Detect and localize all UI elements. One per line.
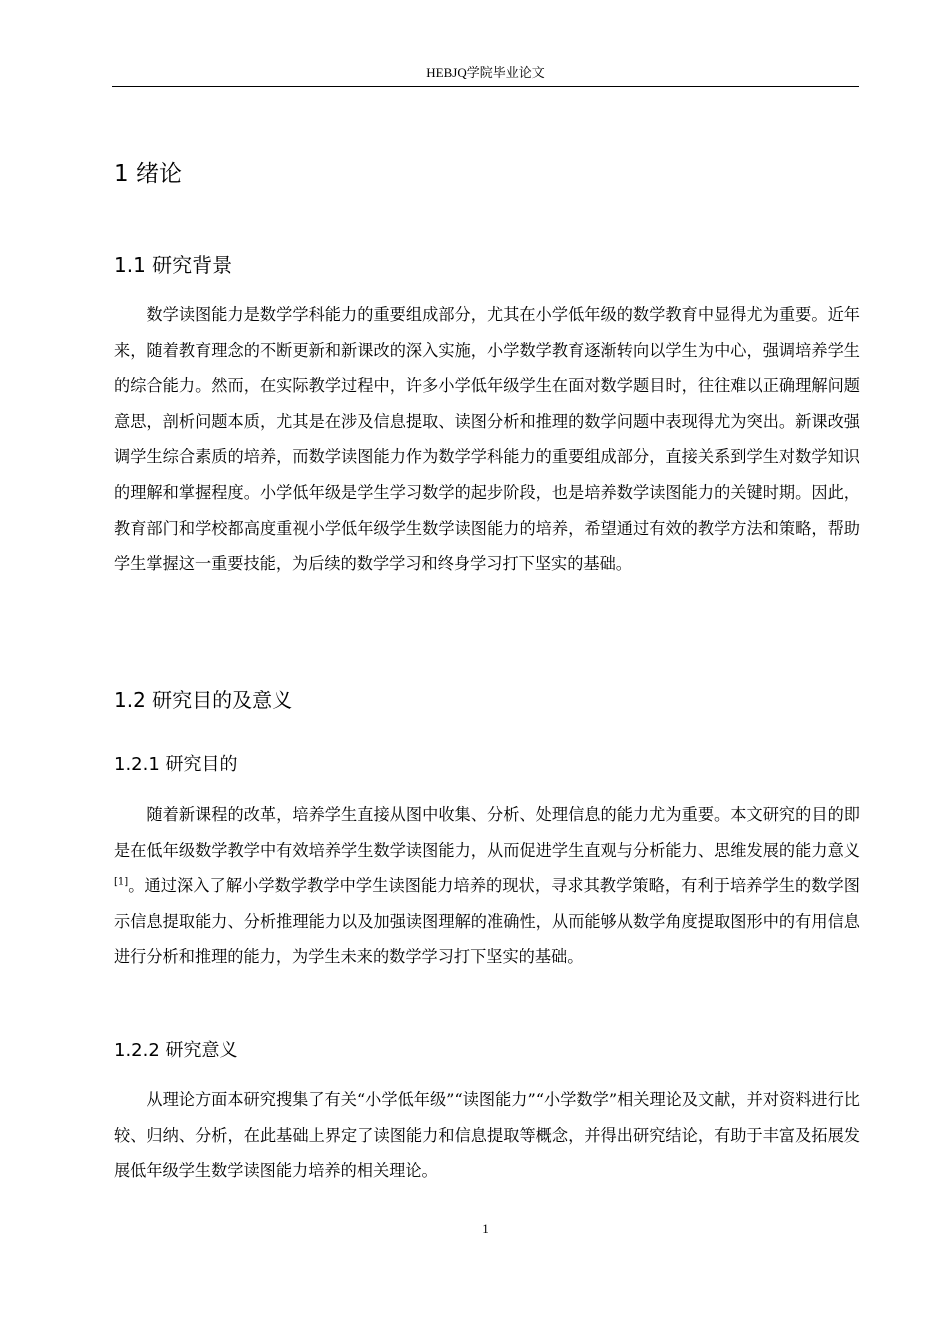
header-divider [112,86,859,87]
subsection-title-research-purpose: 1.2.1 研究目的 [114,754,238,775]
running-header: HEBJQ学院毕业论文 [426,65,545,80]
page-number: 1 [482,1221,489,1236]
purpose-text-after-citation: 。通过深入了解小学数学教学中学生读图能力培养的现状，寻求其教学策略，有利于培养学生的数学图示信息提取能力、分析推理能力以及加强读图理解的准确性，从而能够从数学角度提取图形中的有用信息进行分析和推理的能力，为学生未来的数学学习打下坚实的基础。 [114,876,860,967]
purpose-text-before-citation: 随着新课程的改革，培养学生直接从图中收集、分析、处理信息的能力尤为重要。本文研究的目的即是在低年级数学教学中有效培养学生数学读图能力，从而促进学生直观与分析能力、思维发展的能力意义 [114,805,860,860]
chapter-title: 1 绪论 [114,161,182,187]
paragraph-research-background: 数学读图能力是数学学科能力的重要组成部分，尤其在小学低年级的数学教育中显得尤为重要。近年来，随着教育理念的不断更新和新课改的深入实施，小学数学教育逐渐转向以学生为中心，强调培养学生的综合能力。然而，在实际教学过程中，许多小学低年级学生在面对数学题目时，往往难以正确理解问题意思，剖析问题本质，尤其是在涉及信息提取、读图分析和推理的数学问题中表现得尤为突出。新课改强调学生综合素质的培养，而数学读图能力作为数学学科能力的重要组成部分，直接关系到学生对数学知识的理解和掌握程度。小学低年级是学生学习数学的起步阶段，也是培养数学读图能力的关键时期。因此，教育部门和学校都高度重视小学低年级学生数学读图能力的培养，希望通过有效的教学方法和策略，帮助学生掌握这一重要技能，为后续的数学学习和终身学习打下坚实的基础。 [114,305,860,574]
section-title-purpose-and-significance: 1.2 研究目的及意义 [114,688,293,712]
subsection-title-research-significance: 1.2.2 研究意义 [114,1040,238,1061]
paragraph-research-significance: 从理论方面本研究搜集了有关“小学低年级”“读图能力”“小学数学”相关理论及文献，并对资料进行比较、归纳、分析，在此基础上界定了读图能力和信息提取等概念，并得出研究结论，有助于丰富及拓展发展低年级学生数学读图能力培养的相关理论。 [114,1090,860,1181]
section-title-research-background: 1.1 研究背景 [114,253,233,277]
paragraph-research-purpose [114,797,860,975]
citation-reference: [1] [114,876,129,888]
